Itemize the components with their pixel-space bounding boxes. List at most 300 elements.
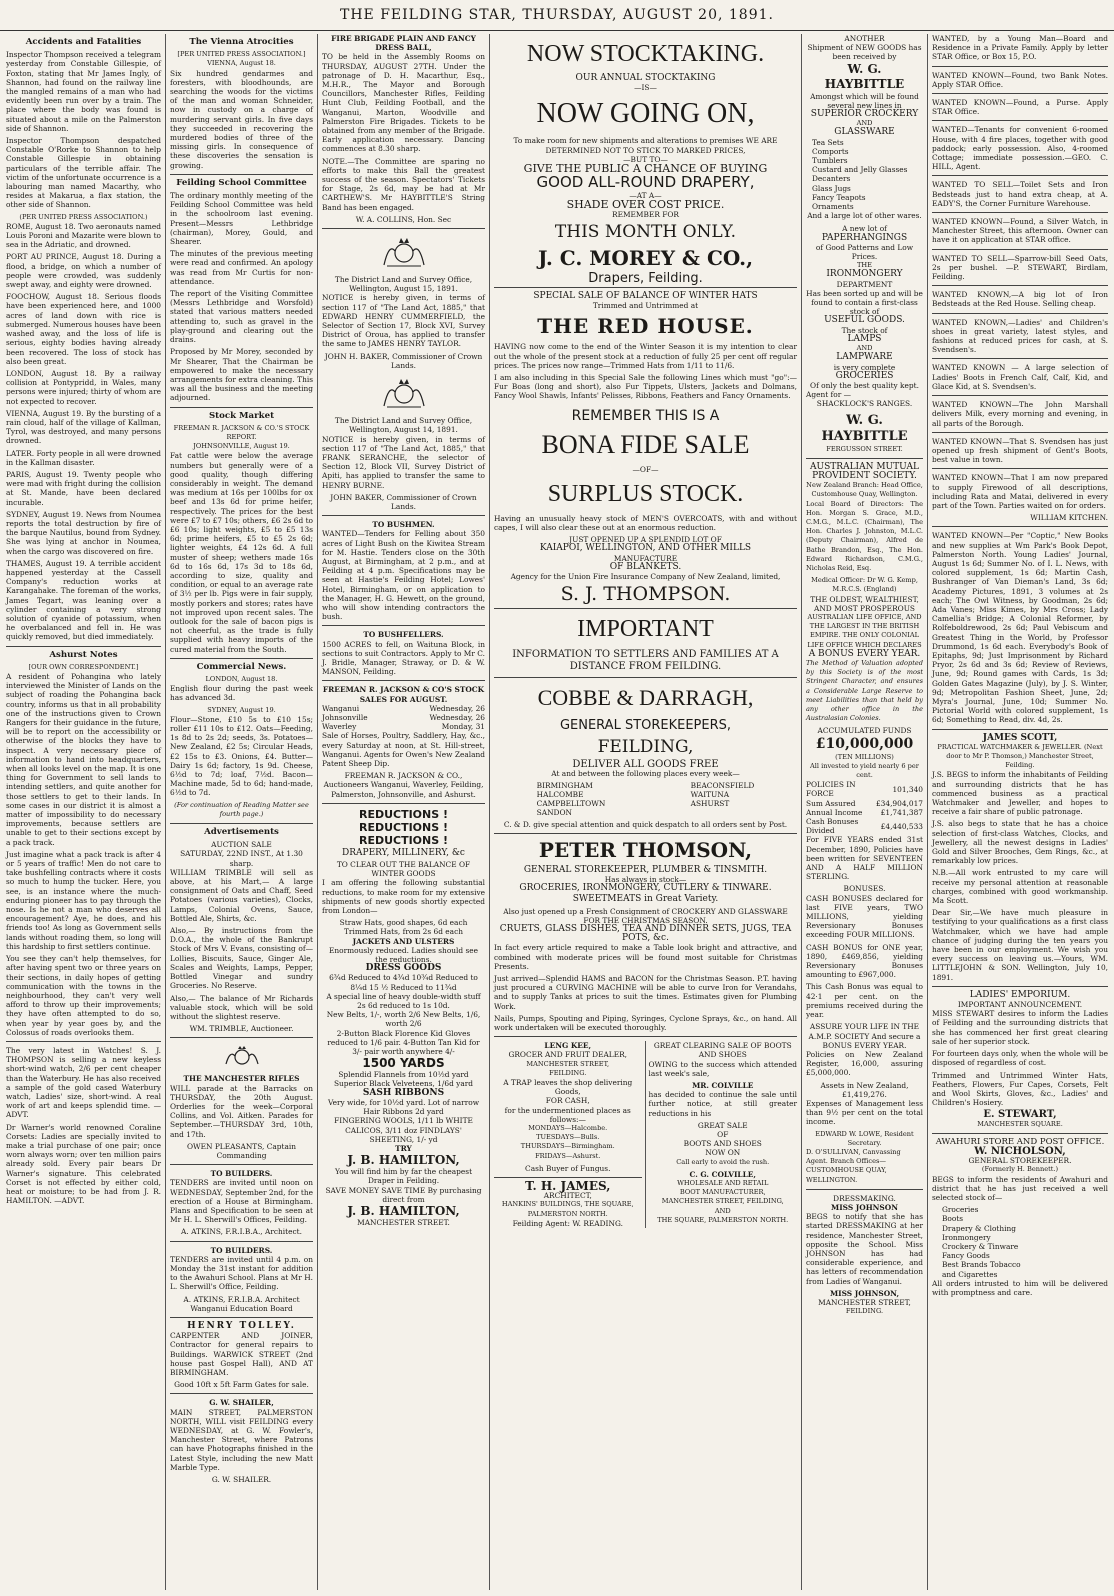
- table-row: [322, 722, 485, 731]
- amp-line: (TEN MILLIONS): [835, 752, 894, 761]
- ad-line: MANCHESTER STREET,: [526, 1059, 610, 1068]
- thomson-line: CRUETS, GLASS DISHES, TEA AND DINNER SETS, JUGS, TEA POTS, &c.: [499, 923, 792, 944]
- awahuri-list: [932, 1205, 1108, 1279]
- divider: [494, 1036, 797, 1037]
- stocktaking-line: GIVE THE PUBLIC A CHANCE OF BUYING: [523, 162, 768, 176]
- amp-paragraph: Expenses of Management less than 9½ per cent on the total income.: [806, 1098, 923, 1127]
- list-item: Fancy Goods: [942, 1251, 990, 1261]
- stocktaking-heading: THIS MONTH ONLY.: [554, 221, 737, 242]
- emporium-heading: E. STEWART,: [983, 1109, 1057, 1121]
- dressmaking-line: MISS JOHNSON,: [829, 1288, 900, 1298]
- ad-paragraph: NOTICE is hereby given, in terms of section 117 of "The Land Act, 1885," that EDWARD HENRY CUMMERFIELD, the Selector of Section 17, Block XVI, Survey District of Oroua, has applied to transfer the same to JAMES HENRY TAYLOR.: [322, 293, 485, 349]
- dateline: SYDNEY, August 19.: [207, 705, 276, 714]
- ad-heading: FIRE BRIGADE PLAIN AND FANCY DRESS BALL,: [331, 34, 476, 53]
- bottom-ads: [494, 1041, 797, 1228]
- redhouse-line: SPECIAL SALE OF BALANCE OF WINTER HATS: [533, 291, 758, 302]
- continuation-note: (For continuation of Reading Matter see fourth page.): [174, 800, 309, 818]
- redhouse-line: Agency for the Union Fire Insurance Company of New Zealand, limited,: [510, 572, 781, 582]
- reductions-heading: REDUCTIONS !: [358, 820, 449, 834]
- list-item: ASHURST: [690, 799, 730, 809]
- divider: [322, 803, 485, 804]
- scott-heading: JAMES SCOTT,: [982, 732, 1058, 743]
- amp-heading: AUSTRALIAN MUTUAL PROVIDENT SOCIETY.: [810, 461, 919, 481]
- important-heading: IMPORTANT: [577, 616, 714, 643]
- table-cell: Cash Bonuses Divided: [806, 817, 859, 836]
- article-paragraph: ROME, August 18. Two aeronauts named Louis Poroni and Mazarite were blown to sea in the Adriatic, and drowned.: [6, 221, 161, 250]
- divider: [6, 646, 161, 647]
- ad-heading: THE MANCHESTER RIFLES: [183, 1074, 300, 1084]
- list-item: Best Brands Tobacco: [942, 1260, 1021, 1270]
- reductions-line: Straw Hats, good shapes, 6d each Trimmed Hats, from 2s 6d each: [339, 918, 468, 937]
- colville-ad: [646, 1041, 798, 1228]
- list-item: SANDON: [536, 808, 572, 818]
- divider: [170, 1317, 313, 1318]
- haybittle-line: And a large lot of other wares.: [807, 211, 922, 221]
- coat-of-arms-icon: [379, 376, 429, 410]
- thomson-line: Has always in stock—: [604, 874, 687, 884]
- haybittle-line: Has been sorted up and will be found to contain a first-class stock of: [806, 288, 923, 317]
- redhouse-line: MANUFACTURE: [613, 553, 678, 563]
- advert-paragraph: Dr Warner's world renowned Coraline Corsets: Ladies are specially invited to make a trial purchase of one pair; once worn always worn; over ten million pairs already sold. Every pair bears Dr Warner's signature. This celebrated Corset is not effected by either cold, heat or moisture; to be had from J. R. HAMILTON. —ADVT.: [6, 1122, 161, 1206]
- divider: [170, 658, 313, 659]
- stocktaking-line: —BUT TO—: [623, 154, 668, 164]
- ad-signature: WM. TRIMBLE, Auctioneer.: [189, 1024, 294, 1034]
- divider: [932, 66, 1108, 67]
- article-paragraph: The ordinary monthly meeting of the Feilding School Committee was held in the schoolroom last evening. Present—Messrs Lethbridge (chairman), Morey, Gould, and Shearer.: [170, 191, 313, 247]
- list-item: Ornaments: [812, 202, 854, 212]
- dateline: VIENNA, August 18.: [207, 59, 276, 68]
- ad-line: MONDAYS—Halcombe.: [528, 1123, 608, 1132]
- table-row: [322, 713, 485, 722]
- haybittle-line: The stock of: [841, 325, 888, 335]
- cobbe-line: At and between the following places every week—: [551, 769, 740, 779]
- amp-funds: £10,000,000: [815, 735, 914, 752]
- list-item: CAMPBELLTOWN: [536, 799, 606, 809]
- stocktaking-heading: J. C. MOREY & CO.,: [537, 245, 754, 270]
- crockery-list: [806, 138, 923, 212]
- ad-line: GROCER AND FRUIT DEALER,: [508, 1050, 628, 1060]
- press-tag: [PER UNITED PRESS ASSOCIATION.]: [177, 50, 306, 59]
- amp-table: [806, 780, 923, 835]
- article-paragraph: The report of the Visiting Committee (Messrs Lethbridge and Worsfold) stated that various matters needed attending to, such as gravel in the play-ground and clearing out the drains.: [170, 289, 313, 345]
- divider: [932, 249, 1108, 250]
- ad-paragraph: Also,— By instructions from the D.O.A., the whole of the Bankrupt Stock of Mrs V. Evans, consisting of—Lollies, Biscuits, Sauce, Ginger Ale, Scales and Weights, Lamps, Pepper, Bottled Vinegar and sundry Groceries. No Reserve.: [170, 926, 313, 991]
- classified-signature: WILLIAM KITCHEN.: [1030, 513, 1108, 523]
- divider: [322, 680, 485, 681]
- ad-signature: A. ATKINS, F.R.I.B.A., Architect.: [181, 1227, 302, 1237]
- table-cell: Wednesday, 26: [429, 712, 485, 722]
- thomson-line: SWEETMEATS in Great Variety.: [572, 894, 719, 905]
- ad-line: FRIDAYS—Ashurst.: [535, 1151, 601, 1160]
- ad-paragraph: MAIN STREET, PALMERSTON NORTH, WILL visit FEILDING every WEDNESDAY, at G. W. Fowler's, Manchester Street, where Patrons can have Photographs finished in the Latest Style, including the new Matt Marble Type.: [170, 1407, 313, 1472]
- reductions-line: TRY: [395, 1143, 412, 1153]
- amp-line: Medical Officer: Dr W. G. Kemp, M.R.C.S. (England): [811, 576, 918, 594]
- press-tag: (PER UNITED PRESS ASSOCIATION.): [19, 212, 148, 221]
- divider: [170, 1037, 313, 1038]
- ad-paragraph: In fact every article required to make a Table look bright and attractive, and combined with moderate prices will be found most suitable for Christmas Presents.: [494, 943, 797, 971]
- divider: [932, 468, 1108, 469]
- reductions-heading: 1500 YARDS: [362, 1056, 445, 1071]
- ad-signature: OWEN PLEASANTS, Captain Commanding: [186, 1141, 297, 1160]
- scott-paragraph: J.S. BEGS to inform the inhabitants of Feilding and surrounding districts that he has commenced business as a practical Watchmaker and Jeweller, and hopes to receive a fair share of public patronage.: [932, 770, 1108, 817]
- haybittle-line: LAMPS: [847, 333, 882, 344]
- ad-heading: FREEMAN R. JACKSON & CO'S STOCK SALES FOR AUGUST.: [322, 685, 485, 704]
- divider: [806, 1189, 923, 1190]
- dressmaking-paragraph: BEGS to notify that she has started DRESSMAKING at her residence, Manchester Street, opposite the School. Miss JOHNSON has had considerable experience, and has letters of recommendation from Ladies of Wanganui.: [806, 1212, 923, 1286]
- haybittle-line: GLASSWARE: [834, 127, 895, 138]
- ad-line: FOR CASH,: [545, 1096, 590, 1106]
- scott-line: PRACTICAL WATCHMAKER & JEWELLER. (Next door to Mr P. Thomson,) Manchester Street, Feilding.: [937, 742, 1103, 770]
- haybittle-line: AND: [856, 119, 873, 128]
- awahuri-heading: AWAHURI STORE AND POST OFFICE.: [935, 1136, 1105, 1147]
- ad-heading: The District Land and Survey Office, Wellington, August 14, 1891.: [334, 416, 473, 435]
- ad-line: TUESDAYS—Bulls.: [536, 1133, 600, 1142]
- ad-paragraph: Also,— The balance of Mr Richards valuable stock, which will be sold without the slightest reserve.: [170, 993, 313, 1021]
- list-item: HALCOMBE: [536, 789, 584, 799]
- ad-line: NOW ON: [705, 1148, 741, 1158]
- dateline: JOHNSONVILLE, August 19.: [193, 442, 290, 451]
- masthead: THE FEILDING STAR, THURSDAY, AUGUST 20, 1891.: [0, 0, 1114, 31]
- heading-stock-market: Stock Market: [208, 410, 275, 421]
- ad-paragraph: 1500 ACRES to fell, on Waituna Block, in sections to suit Contractors. Apply to Mr C. J. Bridle, Manager, Straway, or D. & W. MANSON, Feilding.: [322, 639, 485, 677]
- table-row: [806, 808, 923, 817]
- list-item: Tumblers: [812, 156, 848, 166]
- emporium-line: IMPORTANT ANNOUNCEMENT.: [957, 1000, 1083, 1010]
- classified-ad: WANTED TO SELL—Sparrow-bill Seed Oats, 2s per bushel. —P. STEWART, Birdlam, Feilding.: [932, 253, 1108, 282]
- haybittle-line: SUPERIOR CROCKERY: [810, 109, 919, 120]
- divider: [806, 458, 923, 459]
- ad-line: OF: [717, 1129, 729, 1139]
- ad-heading: The District Land and Survey Office, Wellington, August 15, 1891.: [334, 275, 473, 294]
- haybittle-heading: W. G. HAYBITTLE: [824, 61, 905, 91]
- emporium-line: MANCHESTER SQUARE.: [977, 1119, 1063, 1128]
- ad-paragraph: NOTE.—The Committee are sparing no efforts to make this Ball the greatest success of the season. Spectators' Tickets for Stage, 2s 6d, may be had at Mr CARTHEW'S. Mr HAYBITTLE'S String Band has been engaged.: [322, 156, 485, 212]
- ad-paragraph: WILLIAM TRIMBLE will sell as above, at his Mart,— A large consignment of Oats and Chaff, Seed Potatoes (various varieties), Clocks, Lamps, Colonial Ovens, Sauce, Bottled Ale, Shirts, &c.: [170, 867, 313, 923]
- amp-line: THE OLDEST, WEALTHIEST, AND MOST PROSPEROUS: [810, 594, 919, 613]
- list-item: Tea Sets: [812, 137, 844, 147]
- classified-ad: WANTED KNOWN—That I am now prepared to supply Firewood of all descriptions, including Rata and Matai, delivered in every part of the Town. Parties waited on for orders.: [932, 473, 1108, 510]
- article-paragraph: FOOCHOW, August 18. Serious floods have been experienced here, and 1000 acres of land down with rice is submerged. Numerous houses have been washed away, and the loss of life is serious, eighty bodies having already been recovered. The loss of stock has also been great.: [6, 292, 161, 366]
- divider: [322, 515, 485, 516]
- article-paragraph: Inspector Thompson despatched Constable O'Rorke to Shannon to help Constable Gillespie in obtaining particulars of the terrible affair. The victim of the unfortunate occurrence is a labouring man named Macarthy, who resides at Makarua, a flax station, the other side of Shannon.: [6, 136, 161, 210]
- divider: [932, 313, 1108, 314]
- amp-paragraph: For FIVE YEARS ended 31st December, 1890, Policies have been written for SEVENTEEN AND A HALF MILLION STERLING.: [806, 835, 923, 882]
- divider: [170, 823, 313, 824]
- stocktaking-line: To make room for new shipments and alterations to premises WE ARE DETERMINED NOT TO STICK TO MARKED PRICES,: [513, 136, 778, 155]
- table-row: [322, 704, 485, 713]
- heading-accidents: Accidents and Fatalities: [25, 37, 142, 47]
- reductions-line: FINGERING WOOLS, 1/11 lb WHITE CALICOS, 3/11 doz FINDLAYS' SHEETING, 1/- yd: [334, 1116, 473, 1144]
- dressmaking-heading: DRESSMAKING.: [833, 1193, 896, 1203]
- list-item: Comports: [812, 146, 849, 156]
- table-cell: Sum Assured: [806, 798, 856, 808]
- table-cell: £4,440,533: [880, 821, 923, 831]
- classified-ad: WANTED KNOWN,—Ladies' and Children's shoes in great variety, latest styles, and fashions at reduced prices for cash, at S. Svendsen's.: [932, 317, 1108, 355]
- redhouse-line: REMEMBER THIS IS A: [571, 407, 720, 424]
- ad-signature: JOHN H. BAKER, Commissioner of Crown Lands.: [324, 351, 483, 370]
- column-4: [490, 34, 802, 1590]
- scott-paragraph: J.S. also begs to state that he has a choice selection of first-class Watches, Clocks, and Jewellery, all the newest designs in Ladies' Gold and Silver Brooches, Gem Rings, &c., at remarkably low prices.: [932, 819, 1108, 866]
- ad-heading: TO BUSHMEN.: [372, 520, 435, 530]
- ad-line: WHOLESALE AND RETAIL: [677, 1179, 769, 1187]
- ad-date: SATURDAY, 22ND INST., At 1.30 sharp.: [180, 849, 303, 868]
- correspondent-tag: [OUR OWN CORRESPONDENT.]: [28, 662, 139, 671]
- cobbe-heading: COBBE & DARRAGH,: [537, 685, 754, 711]
- list-item: Glass Jugs: [812, 183, 851, 193]
- dressmaking-line: MISS JOHNSON: [831, 1202, 898, 1212]
- article-paragraph: LATER. Forty people in all were drowned in the Kallman disaster.: [6, 448, 161, 467]
- column-5: [802, 34, 928, 1590]
- redhouse-heading: BONA FIDE SALE: [541, 429, 750, 459]
- sales-table: [322, 704, 485, 732]
- reductions-line: 6¾d Reduced to 4¾d 10¾d Reduced to 8¼d 15 ½ Reduced to 11¾d: [329, 973, 478, 992]
- reductions-subheading: DRAPERY, MILLINERY, &c: [342, 847, 465, 858]
- redhouse-line: KAIAPOI, WELLINGTON, AND OTHER MILLS: [539, 543, 752, 554]
- article-paragraph: Flour—Stone, £10 5s to £10 15s; roller £11 10s to £12. Oats—Feeding, 1s 8d to 2s 2d; seeds, 3s. Potatoes—New Zealand, £2 5s; Circular Heads, £2 15s to £3. Onions, £4. Butter—Dairy 1s 6d; factory, 1s 9d. Cheese, 6½d to 7d; loaf, 7½d. Bacon—Machine made, 5d to 6d; hand-made, 6½d to 7d.: [170, 714, 313, 798]
- table-cell: POLICIES IN FORCE: [806, 780, 856, 799]
- reductions-line: Enormously reduced. Ladies should see the reductions.: [328, 945, 479, 965]
- article-paragraph: THAMES, August 19. A terrible accident happened yesterday at the Cassell Company's reduction works at Karangahake. The foreman of the works, James Tegart, was leaning over a cylinder containing a very strong solution of cyanide of potassium, when he overbalanced and fell in. He was quickly removed, but died immediately.: [6, 558, 161, 642]
- ad-heading: MR. COLVILLE: [692, 1080, 754, 1090]
- awahuri-line: GENERAL STOREKEEPER.: [968, 1156, 1072, 1166]
- scott-paragraph: Dear Sir,—We have much pleasure in testifying to your qualifications as a first class Watchmaker, which we have had ample chance of judging during the ten years you have been in our employment. We wish you every success on leaving us.—Yours, WM. LITTLEJOHN & SON. Wellington, July 10, 1891.: [932, 908, 1108, 982]
- dressmaking-line: FEILDING.: [845, 1307, 884, 1316]
- ad-heading: HENRY TOLLEY.: [187, 1320, 296, 1331]
- classified-ad: WANTED KNOWN—Found, a Silver Watch, in Manchester Street, this afternoon. Owner can have it on application at STAR office.: [932, 217, 1108, 245]
- haybittle-line: FERGUSSON STREET.: [826, 444, 903, 453]
- redhouse-line: JUST OPENED UP A SPLENDID LOT OF: [569, 535, 722, 545]
- table-cell: Monday, 31: [441, 722, 485, 732]
- scott-paragraph: N.B.—All work entrusted to my care will receive my personal attention at reasonable charges, combined with good workmanship. Ma Scott.: [932, 868, 1108, 906]
- table-row: [806, 799, 923, 808]
- article-paragraph: Just imagine what a pack track is after 4 or 5 years of traffic! Men do not care to take bushfelling contracts where it costs so much to hump the tucker. Here, you see, is an instance where the much-enduring pioneer has to pay through the nose. Is he not a man who deserves all encouragement? Aye, he does, and his friends too! As long as Government sells lands without roading them, so long will this hardship to first settlers continue.: [6, 849, 161, 951]
- ad-line: Cash Buyer of Fungus.: [525, 1163, 611, 1173]
- amp-line: A BONUS EVERY YEAR.: [808, 648, 921, 659]
- cobbe-line: DELIVER ALL GOODS FREE: [572, 759, 719, 771]
- ad-line: Feilding Agent: W. READING.: [512, 1218, 623, 1228]
- divider: [494, 287, 797, 288]
- table-cell: 101,340: [892, 784, 923, 794]
- ad-line: AND: [714, 1206, 731, 1215]
- reductions-line: New Belts, 1/-, worth 2/6 New Belts, 1/6, worth 2/6: [326, 1010, 481, 1029]
- dressmaking-line: MANCHESTER STREET,: [818, 1297, 911, 1307]
- ad-signature: JOHN BAKER, Commissioner of Crown Lands.: [330, 492, 477, 511]
- classified-ad: WANTED—Tenants for convenient 6-roomed House, with 4 fire places, together with good paddock; early possession. Also, 4-roomed Cottage; immediate possession.—GEO. C. HILL, Agent.: [932, 125, 1108, 172]
- emporium-paragraph: MISS STEWART desires to inform the Ladies of Feilding and the surrounding districts that she has commenced her first great clearing sale of her superior stock.: [932, 1009, 1108, 1046]
- ad-paragraph: I am also including in this Special Sale the following Lines which must "go":—Fur Boas (long and short), also Fur Tippets, Ulsters, Jackets and Dolmans, Fancy Wool Shawls, Infants' Pelisses, Ribbons, Feathers and Fancy Ornaments.: [494, 373, 797, 401]
- ad-line: THURSDAYS—Birmingham.: [520, 1142, 615, 1151]
- ad-signature: G. W. SHAILER.: [211, 1475, 272, 1485]
- ad-paragraph: OWING to the success which attended last week's sale,: [648, 1059, 797, 1078]
- ad-line: GREAT CLEARING SALE OF BOOTS AND SHOES: [653, 1041, 792, 1060]
- ad-paragraph: CARPENTER AND JOINER, Contractor for general repairs to Buildings. WARWICK STREET (2nd house past Gospel Hall), AND AT BIRMINGHAM.: [170, 1331, 313, 1377]
- amp-line: AUSTRALIAN LIFE OFFICE, AND THE LARGEST IN THE BRITISH EMPIRE. THE ONLY COLONIAL LIFE OFFICE WHICH DECLARES: [807, 612, 922, 649]
- classified-ad: WANTED KNOWN—That S. Svendsen has just opened up fresh shipment of Gent's Boots, best value in town.: [932, 436, 1108, 465]
- ad-line: A TRAP leaves the shop delivering Goods,: [503, 1077, 633, 1097]
- article-paragraph: Fat cattle were below the average numbers but generally were of a good quality, though differing considerably in weight. The demand was medium at 16s per 100lbs for ox beef and 13s 6d for prime heifer, respectively. The prices for the best were £7 to £7 10s; others, £6 2s 6d to £6 10s; light weights, £5 to £5 13s 6d; prime heifers, £5 to £5 2s 6d; lighter weights, £4 12s 6d. A full muster of sheep; wethers made 16s 6d to 16s 6d, 17s 3d to 18s 6d, according to size, quality and condition, or equal to an average rate of 3½ per lb. Pigs were in fair supply, mostly porkers and stores; rates have not improved upon recent sales. The outlook for the sale of bacon pigs is not cheerful, as the trade is fully supplied with heavy imports of the cured material from the South.: [170, 451, 313, 654]
- haybittle-line: USEFUL GOODS.: [824, 315, 905, 326]
- haybittle-line: AND: [856, 344, 873, 353]
- haybittle-line: ANOTHER: [844, 34, 885, 43]
- classified-ad: WANTED KNOWN — A large selection of Ladies' Boots in French Calf, Calf, Kid, and Glace Kid, at S. Svendsen's.: [932, 363, 1108, 391]
- haybittle-line: DEPARTMENT: [836, 279, 893, 289]
- classified-ad: WANTED TO SELL—Toilet Sets and Iron Bedsteads just to hand extra cheap, at A. EADY'S, the Corner Furniture Warehouse.: [932, 180, 1108, 208]
- ad-heading: LENG KEE,: [544, 1041, 592, 1051]
- amp-line: ACCUMULATED FUNDS: [817, 726, 912, 736]
- ad-line: MANCHESTER STREET, FEILDING,: [661, 1197, 784, 1206]
- amp-paragraph: The Method of Valuation adopted by this Society is of the most Stringent Character, and ensures a Considerable Large Reserve to meet Liabilities than that held by any other office in the Australasian Colonies.: [806, 658, 923, 723]
- heading-commercial-news: Commercial News.: [196, 661, 287, 672]
- divider: [932, 175, 1108, 176]
- ad-paragraph: WILL parade at the Barracks on THURSDAY, the 20th August. Orderlies for the week—Corporal Collins, and Vol. Aitken. Parades for September.—THURSDAY 3rd, 10th, and 17th.: [170, 1083, 313, 1139]
- divider: [932, 526, 1108, 527]
- article-paragraph: LONDON, August 18. By a railway collision at Pontypridd, in Wales, many persons were injured; thirty of whom are not expected to recover.: [6, 368, 161, 406]
- stocktaking-line: —AT A—: [629, 191, 662, 201]
- ad-line: for the undermentioned places as follows:—: [504, 1105, 631, 1124]
- haybittle-line: Of only the best quality kept.: [810, 380, 919, 390]
- stocktaking-heading: NOW STOCKTAKING.: [526, 41, 765, 67]
- coat-of-arms-icon: [379, 235, 429, 269]
- heading-ashurst-notes: Ashurst Notes: [49, 649, 118, 660]
- article-paragraph: A resident of Pohangina who lately interviewed the Minister of Lands on the subject of roading the Pohangina back country, informs us that in all probability one of the instructions given to Crown Rangers for their guidance in the future, will be to report on the accessibility or otherwise of the blocks they have to inspect. A very necessary piece of information to hand into headquarters, when all looks level on the map. It is one thing for Government to sell lands to intending settlers, and quite another for those settlers to get to their lands. In some cases in our district it is almost a matter of impossibility to do necessary improvements, because settlers are unable to get to their sections except by a pack track.: [6, 672, 161, 847]
- divider: [322, 228, 485, 229]
- royal-crest-icon: [222, 1044, 262, 1068]
- haybittle-line: is very complete: [833, 362, 896, 372]
- reductions-line: You will find him by far the cheapest Draper in Feilding.: [334, 1167, 473, 1186]
- divider: [932, 395, 1108, 396]
- classified-ad: WANTED KNOWN—Per "Coptic," New Books and new supplies at Wm Park's Book Depot, Palmerston North. Young Ladies' Journal, August 1s 6d; Summer No. of I. L. News, with colored supplement, 1s 6d; Martin Cash, Bushranger of Van Dieman's Land, 3s 6d; Academy Pictures, 1891, 3 volumes at 2s each; The Owl Witness, by Goodman, 2s 6d; Ada Vanes; Miss Kimes, by Mrs Cross; Lady Camellia's Bridge; A Colonial Reformer, by Rolfeboldrewood, 2s 6d; Paul Vebiscum and Greatest Thing in the World, by Professor Drummond, 1s 6d each. Everybody's Book of Epitaphs, 9d; Just Imprisonment by Richard Pryor, 2s 6d and 3s 6d; Review of Reviews, June, 9d; Round games with Cards, 1s 3d; Golden Gates Magazine (July), by J. S. Winter, 9d; Metropolitan Fashion Sheet, June, 2d; Myra's Journal, June, 10d; Summer No. Pictorial World with colored supplement, 1s 6d; Something to Read, div. 4d, 2s.: [932, 531, 1108, 725]
- thomson-line: GENERAL STOREKEEPER, PLUMBER & TINSMITH.: [523, 864, 768, 875]
- article-paragraph: Inspector Thompson received a telegram yesterday from Constable Gillespie, of Foxton, stating that Mr James Ingly, of Shannon, had found on the railway line the mangled remains of a man who had evidently been run over by a train. The place where the body was found is situated about a mile on the Palmerston side of Shannon.: [6, 50, 161, 133]
- divider: [932, 120, 1108, 121]
- dateline: LONDON, August 18.: [205, 675, 278, 683]
- list-item: and Cigarettes: [942, 1269, 998, 1279]
- ad-paragraph: NOTICE is hereby given, in terms of section 117 of "The Land Act, 1885," that FRANK SERANCHE, the selector of Section 12, Block VII, Survey District of Apiti, has applied to transfer the same to HENRY BURNE.: [322, 434, 485, 490]
- haybittle-line: Shipment of NEW GOODS has been received by: [807, 43, 922, 62]
- reductions-heading: REDUCTIONS !: [358, 833, 449, 847]
- article-paragraph: VIENNA, August 19. By the bursting of a rain cloud, half of the village of Kallman, Tyrol, was destroyed, and many persons drowned.: [6, 408, 161, 446]
- ad-paragraph: HAVING now come to the end of the Winter Season it is my intention to clear out the whole of the present stock at a reduction of fully 25 per cent off regular prices. The prices now range—Trimmed Hats from 1/11 to 11/6.: [494, 342, 797, 370]
- reductions-line: 2-Button Black Florence Kid Gloves reduced to 1/6 pair. 4-Button Tan Kid for 3/- pair worth anywhere 4/-: [327, 1028, 480, 1057]
- amp-line: EDWARD W. LOWE, Resident Secretary.: [815, 1129, 914, 1147]
- ad-paragraph: has decided to continue the sale until further notice, at still greater reductions in his: [648, 1090, 797, 1118]
- amp-paragraph: Local Board of Directors: The Hon. Morgan S. Grace, M.D., C.M.G., M.L.C. (Chairman), The Hon. Charles J. Johnston, M.L.C. (Deputy Chairman), Alfred de Bathe Brandon, Esq., The Hon. Edward Richardson, C.M.G., Nicholas Reid, Esq.: [806, 499, 923, 572]
- ad-signature: A. ATKINS, F.R.I.B.A. Architect Wanganui Education Board: [183, 1294, 300, 1313]
- column-2: [166, 34, 318, 1590]
- ad-line: BOOT MANUFACTURER,: [679, 1188, 766, 1197]
- reductions-heading: REDUCTIONS !: [358, 807, 449, 821]
- ad-heading: G. W. SHAILER,: [209, 1398, 274, 1408]
- divider: [170, 407, 313, 408]
- heading-vienna: The Vienna Atrocities: [189, 37, 294, 47]
- divider: [932, 358, 1108, 359]
- list-item: Drapery & Clothing: [942, 1223, 1017, 1233]
- awahuri-paragraph: BEGS to inform the residents of Awahuri and district that he has just received a well selected stock of—: [932, 1174, 1108, 1202]
- article-paragraph: SYDNEY, August 19. News from Noumea reports the total destruction by fire of the barque Nautilus, bound from Sydney. She was lying at anchor in Noumea, when the cargo was discovered on fire.: [6, 509, 161, 556]
- amp-line: ASSURE YOUR LIFE IN THE A.M.P. SOCIETY And secure a BONUS EVERY YEAR.: [808, 1022, 921, 1050]
- ad-paragraph: Having an unusually heavy stock of MEN'S OVERCOATS, with and without capes, I will also clear these out at an enormous reduction.: [494, 513, 797, 533]
- divider: [932, 1133, 1108, 1134]
- article-paragraph: You see they can't help themselves, for after having spent two or three years on their sections, in daily hopes of getting communication with the towns in the neighbourhood, they can't very well afford to throw up their improvements; they have often attempted to do so, when year by year goes by, and the Colossus of roads overlooks them.: [6, 954, 161, 1037]
- places-left: [537, 781, 606, 818]
- reductions-heading: J. B. HAMILTON,: [347, 1203, 460, 1218]
- article-paragraph: The minutes of the previous meeting were read and confirmed. An apology was read from Mr Curtis for non-attendance.: [170, 249, 313, 286]
- ad-signature: FREEMAN R. JACKSON & CO., Auctioneers Wanganui, Waverley, Feilding, Palmerston, Johnsonville, and Ashurst.: [323, 771, 484, 799]
- reductions-line: MANCHESTER STREET.: [357, 1217, 450, 1227]
- ad-line: THE SQUARE, PALMERSTON NORTH.: [657, 1215, 789, 1224]
- table-row: [806, 780, 923, 798]
- haybittle-line: Agent for —: [806, 390, 851, 400]
- haybittle-line: GROCERIES: [835, 370, 894, 381]
- table-cell: Waverley: [322, 722, 357, 732]
- redhouse-line: OF BLANKETS.: [609, 561, 682, 572]
- list-item: Decanters: [812, 174, 851, 184]
- table-cell: Wanganui: [322, 703, 360, 713]
- classified-ad: WANTED, by a Young Man—Board and Residence in a Private Family. Apply by letter STAR Office, or Box 15, P.O.: [932, 34, 1108, 62]
- ad-heading: TO BUSHFELLERS.: [363, 630, 444, 640]
- stocktaking-line: OUR ANNUAL STOCKTAKING: [575, 73, 716, 83]
- haybittle-line: THE: [857, 261, 872, 270]
- subheading: FREEMAN R. JACKSON & CO.'S STOCK REPORT.: [173, 423, 310, 441]
- table-row: [806, 817, 923, 835]
- ad-paragraph: TENDERS are invited until noon on WEDNESDAY, September 2nd, for the erection of a House at Birmingham. Plans and Specification to be seen at Mr H. L. Sherwill's Offices, Feilding.: [170, 1178, 313, 1225]
- divider: [932, 93, 1108, 94]
- column-1: [2, 34, 166, 1590]
- ad-paragraph: Nails, Pumps, Spouting and Piping, Syringes, Cyclone Sprays, &c., on hand. All work undertaken will be executed thoroughly.: [494, 1013, 797, 1032]
- ad-signature: W. A. COLLINS, Hon. Sec: [355, 214, 452, 224]
- reductions-line: SASH RIBBONS: [362, 1087, 445, 1098]
- divider: [932, 432, 1108, 433]
- ad-paragraph: I am offering the following substantial reductions, to make room for my extensive shipments of new goods shortly expected from London—: [322, 878, 485, 916]
- divider: [170, 1164, 313, 1165]
- thomson-line: GROCERIES, IRONMONGERY, CUTLERY & TINWARE.: [519, 883, 772, 894]
- redhouse-heading: SURPLUS STOCK.: [547, 480, 744, 507]
- list-item: Crockery & Tinware: [942, 1241, 1019, 1251]
- divider: [494, 1177, 642, 1178]
- stocktaking-line: GOOD ALL-ROUND DRAPERY,: [536, 173, 755, 192]
- ad-line: Call early to avoid the rush.: [676, 1157, 770, 1166]
- list-item: WAITUNA: [690, 789, 730, 799]
- haybittle-line: IRONMONGERY: [826, 269, 903, 280]
- list-item: Fancy Teapots: [812, 192, 866, 202]
- thomson-heading: PETER THOMSON,: [538, 837, 753, 862]
- redhouse-line: Trimmed and Untrimmed at: [592, 301, 699, 311]
- amp-paragraph: This Cash Bonus was equal to 42·1 per cent. on the premiums received during the year.: [806, 982, 923, 1020]
- reductions-line: JACKETS AND ULSTERS: [352, 936, 455, 946]
- classified-ad: WANTED KNOWN—The John Marshall delivers Milk, every morning and evening, in all parts of the Borough.: [932, 400, 1108, 428]
- reductions-line: DRESS GOODS: [365, 963, 442, 974]
- ad-note: Good 10ft x 5ft Farm Gates for sale.: [174, 1380, 309, 1390]
- ad-line: GREAT SALE: [697, 1120, 748, 1130]
- stocktaking-line: REMEMBER FOR: [612, 209, 679, 219]
- emporium-paragraph: For fourteen days only, when the whole will be disposed of regardless of cost.: [932, 1049, 1108, 1068]
- article-paragraph: English flour during the past week has advanced 3d.: [170, 684, 313, 703]
- divider: [322, 625, 485, 626]
- amp-line: BONUSES.: [843, 884, 886, 894]
- ad-paragraph: TENDERS are invited until 4 p.m. on Monday the 31st instant for addition to the Awahuri School. Plans at Mr H. L. Sherwill's Office, Feilding.: [170, 1254, 313, 1292]
- amp-paragraph: CASH BONUSES declared for last FIVE years, TWO MILLIONS, yielding Reversionary Bonuses exceeding FOUR MILLIONS.: [806, 893, 923, 940]
- ad-line: HANKINS' BUILDINGS, THE SQUARE, PALMERSTON NORTH.: [501, 1200, 634, 1218]
- heading-school-committee: Feilding School Committee: [176, 177, 307, 188]
- cobbe-line: GENERAL STOREKEEPERS,: [559, 718, 732, 734]
- haybittle-line: Amongst which will be found several new lines in: [810, 91, 919, 110]
- reductions-line: A special line of heavy double-width stuff 2s 6d reduced to 1s 10d.: [326, 991, 481, 1011]
- stocktaking-line: SHADE OVER COST PRICE.: [566, 198, 725, 212]
- redhouse-heading: THE RED HOUSE.: [537, 314, 754, 339]
- haybittle-line: of Good Patterns and Low Prices.: [815, 242, 914, 262]
- column-6: [928, 34, 1112, 1590]
- list-item: BEACONSFIELD: [690, 780, 755, 790]
